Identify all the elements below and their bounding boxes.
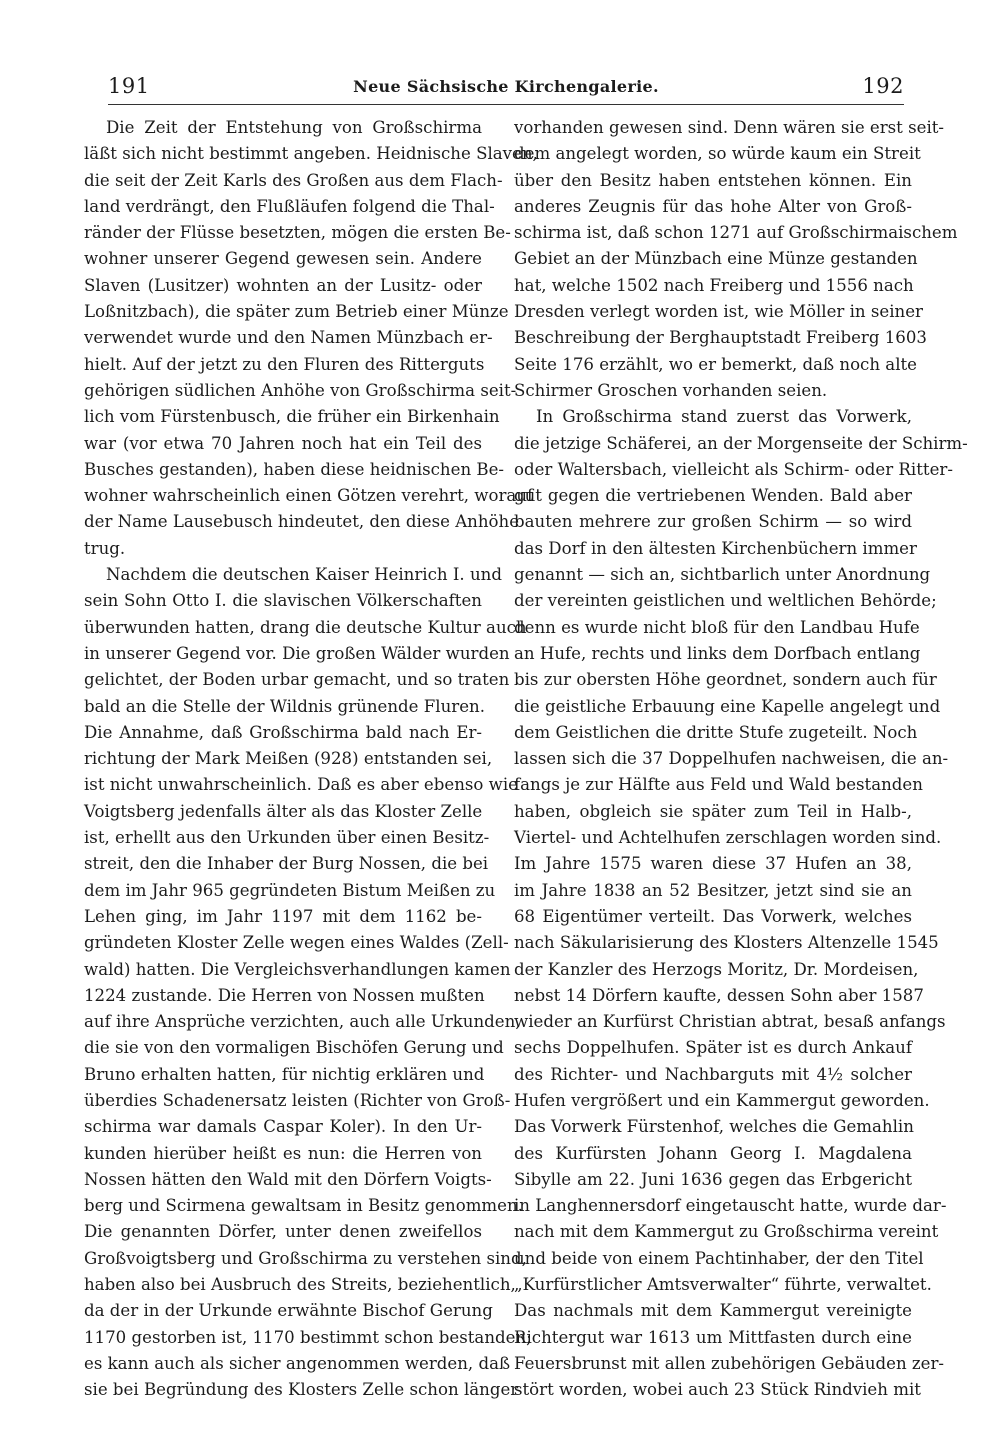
text-line: Richtergut war 1613 um Mittfasten durch eine	[514, 1327, 912, 1347]
text-line: berg und Scirmena gewaltsam in Besitz genommen.	[84, 1196, 523, 1216]
text-line: gelichtet, der Boden urbar gemacht, und so traten	[84, 670, 510, 690]
text-line: und beide von einem Pachtinhaber, der den Titel	[514, 1248, 924, 1268]
text-line: wieder an Kurfürst Christian abtrat, besaß anfangs	[514, 1012, 946, 1032]
text-line: die geistliche Erbauung eine Kapelle angelegt und	[514, 696, 941, 716]
text-line: auf ihre Ansprüche verzichten, auch alle Urkunden,	[84, 1012, 521, 1032]
text-line: dem im Jahr 965 gegründeten Bistum Meißen zu	[84, 880, 496, 900]
text-line: gründeten Kloster Zelle wegen eines Waldes (Zell-	[84, 933, 509, 953]
text-line: fangs je zur Hälfte aus Feld und Wald bestanden	[514, 775, 923, 795]
text-line: streit, den die Inhaber der Burg Nossen, die bei	[84, 854, 489, 874]
text-line: wohner unserer Gegend gewesen sein. Andere	[84, 249, 482, 269]
text-line: ist nicht unwahrscheinlich. Daß es aber ebenso wie	[84, 775, 518, 795]
text-line: Die Zeit der Entstehung von Großschirma	[106, 118, 482, 137]
text-line: genannt — sich an, sichtbarlich unter Anordnung	[514, 565, 931, 585]
text-line: im Jahre 1838 an 52 Besitzer, jetzt sind sie an	[514, 880, 912, 900]
text-line: oder Waltersbach, vielleicht als Schirm- oder Ritter-	[514, 459, 953, 479]
text-line: Feuersbrunst mit allen zubehörigen Gebäuden zer-	[514, 1353, 945, 1373]
text-line: über den Besitz haben entstehen können. Ein	[514, 170, 912, 190]
text-line: gut gegen die vertriebenen Wenden. Bald aber	[514, 486, 912, 506]
text-line: Nossen hätten den Wald mit den Dörfern Voigts-	[84, 1169, 492, 1189]
text-line: kunden hierüber heißt es nun: die Herren von	[84, 1143, 482, 1163]
text-line: Busches gestanden), haben diese heidnischen Be-	[84, 459, 505, 479]
text-line: 1170 gestorben ist, 1170 bestimmt schon bestanden;	[84, 1327, 532, 1347]
left-text-column	[84, 115, 538, 1404]
text-line: des Richter- und Nachbarguts mit 4½ solcher	[514, 1064, 912, 1084]
text-line: schirma war damals Caspar Koler). In den Ur-	[84, 1117, 482, 1137]
text-line: Im Jahre 1575 waren diese 37 Hufen an 38,	[514, 854, 912, 874]
text-line: Die genannten Dörfer, unter denen zweifellos	[84, 1222, 482, 1242]
text-line: bauten mehrere zur großen Schirm — so wird	[514, 512, 912, 532]
left-page-number: 191	[108, 74, 150, 98]
text-line: verwendet wurde und den Namen Münzbach er-	[84, 328, 493, 348]
text-line: wohner wahrscheinlich einen Götzen verehrt, worauf	[84, 486, 534, 506]
text-line: ränder der Flüsse besetzten, mögen die ersten Be-	[84, 223, 511, 243]
text-line: Loßnitzbach), die später zum Betrieb einer Münze	[84, 302, 509, 322]
text-line: In Großschirma stand zuerst das Vorwerk,	[536, 407, 912, 427]
text-line: Hufen vergrößert und ein Kammergut geworden.	[514, 1090, 930, 1110]
text-line: überdies Schadenersatz leisten (Richter von Groß-	[84, 1090, 511, 1110]
text-line: stört worden, wobei auch 23 Stück Rindvieh mit	[514, 1380, 921, 1400]
text-line: Seite 176 erzählt, wo er bemerkt, daß noch alte	[514, 354, 917, 374]
text-line: sie bei Begründung des Klosters Zelle schon länger	[84, 1380, 519, 1400]
text-line: der vereinten geistlichen und weltlichen Behörde;	[514, 591, 937, 611]
running-title: Neue Sächsische Kirchengalerie.	[353, 77, 659, 96]
text-line: Gebiet an der Münzbach eine Münze gestanden	[514, 249, 918, 269]
text-line: anderes Zeugnis für das hohe Alter von Groß-	[514, 196, 912, 216]
text-line: das Dorf in den ältesten Kirchenbüchern immer	[514, 538, 917, 558]
text-line: gehörigen südlichen Anhöhe von Großschirma seit-	[84, 380, 517, 400]
text-line: Das nachmals mit dem Kammergut vereinigte	[514, 1301, 912, 1321]
right-page-number: 192	[862, 74, 904, 98]
text-line: läßt sich nicht bestimmt angeben. Heidnische Slaven,	[84, 144, 538, 164]
text-line: in Langhennersdorf eingetauscht hatte, wurde dar-	[514, 1196, 947, 1216]
page-header	[108, 72, 904, 105]
text-line: wald) hatten. Die Vergleichsverhandlungen kamen	[84, 959, 511, 979]
text-line: haben, obgleich sie später zum Teil in Halb-,	[514, 801, 912, 821]
right-text-column	[514, 115, 968, 1404]
text-line: lich vom Fürstenbusch, die früher ein Birkenhain	[84, 407, 500, 427]
text-line: dem angelegt worden, so würde kaum ein Streit	[514, 144, 921, 164]
text-line: schirma ist, daß schon 1271 auf Großschirmaischem	[514, 223, 958, 243]
text-line: Dresden verlegt worden ist, wie Möller in seiner	[514, 302, 923, 322]
text-line: „Kurfürstlicher Amtsverwalter“ führte, verwaltet.	[514, 1275, 932, 1295]
text-line: haben also bei Ausbruch des Streits, beziehentlich,	[84, 1275, 516, 1295]
text-line: des Kurfürsten Johann Georg I. Magdalena	[514, 1143, 912, 1163]
text-line: an Hufe, rechts und links dem Dorfbach entlang	[514, 643, 921, 663]
text-line: Großvoigtsberg und Großschirma zu verstehen sind,	[84, 1248, 527, 1268]
text-line: bald an die Stelle der Wildnis grünende Fluren.	[84, 696, 485, 716]
text-line: richtung der Mark Meißen (928) entstanden sei,	[84, 749, 493, 769]
text-line: Beschreibung der Berghauptstadt Freiberg 1603	[514, 328, 927, 348]
text-line: da der in der Urkunde erwähnte Bischof Gerung	[84, 1301, 493, 1321]
text-line: es kann auch als sicher angenommen werden, daß	[84, 1353, 511, 1373]
text-line: nach mit dem Kammergut zu Großschirma vereint	[514, 1222, 939, 1242]
text-line: Die Annahme, daß Großschirma bald nach Er-	[84, 722, 482, 742]
text-line: Sibylle am 22. Juni 1636 gegen das Erbgericht	[514, 1169, 912, 1189]
text-line: die seit der Zeit Karls des Großen aus dem Flach-	[84, 170, 503, 190]
text-line: Lehen ging, im Jahr 1197 mit dem 1162 be-	[84, 906, 482, 926]
text-line: die sie von den vormaligen Bischöfen Gerung und	[84, 1038, 504, 1058]
text-line: lassen sich die 37 Doppelhufen nachweisen, die an-	[514, 749, 949, 769]
text-line: denn es wurde nicht bloß für den Landbau Hufe	[514, 617, 920, 637]
text-line: Voigtsberg jedenfalls älter als das Kloster Zelle	[84, 801, 483, 821]
text-line: Das Vorwerk Fürstenhof, welches die Gemahlin	[514, 1117, 914, 1137]
text-line: überwunden hatten, drang die deutsche Kultur auch	[84, 617, 527, 637]
text-line: Nachdem die deutschen Kaiser Heinrich I. und	[106, 565, 502, 585]
text-line: Schirmer Groschen vorhanden seien.	[514, 380, 828, 400]
text-line: hat, welche 1502 nach Freiberg und 1556 nach	[514, 275, 914, 295]
text-line: 68 Eigentümer verteilt. Das Vorwerk, welches	[514, 906, 912, 926]
text-line: in unserer Gegend vor. Die großen Wälder wurden	[84, 643, 510, 663]
text-line: der Kanzler des Herzogs Moritz, Dr. Mordeisen,	[514, 959, 919, 979]
text-line: land verdrängt, den Flußläufen folgend die Thal-	[84, 196, 495, 216]
text-line: die jetzige Schäferei, an der Morgenseite der Schirm-	[514, 433, 968, 453]
text-line: trug.	[84, 538, 126, 558]
text-line: 1224 zustande. Die Herren von Nossen mußten	[84, 985, 485, 1005]
text-line: sechs Doppelhufen. Später ist es durch Ankauf	[514, 1038, 912, 1058]
text-line: der Name Lausebusch hindeutet, den diese Anhöhe	[84, 512, 520, 532]
text-line: bis zur obersten Höhe geordnet, sondern auch für	[514, 670, 937, 690]
text-line: ist, erhellt aus den Urkunden über einen Besitz-	[84, 828, 490, 848]
text-line: dem Geistlichen die dritte Stufe zugeteilt. Noch	[514, 722, 918, 742]
text-line: nebst 14 Dörfern kaufte, dessen Sohn aber 1587	[514, 985, 924, 1005]
text-line: hielt. Auf der jetzt zu den Fluren des Ritterguts	[84, 354, 485, 374]
text-line: Slaven (Lusitzer) wohnten an der Lusitz- oder	[84, 275, 482, 295]
text-line: war (vor etwa 70 Jahren noch hat ein Teil des	[84, 433, 482, 453]
text-line: sein Sohn Otto I. die slavischen Völkerschaften	[84, 591, 482, 611]
text-line: nach Säkularisierung des Klosters Altenzelle 1545	[514, 933, 939, 953]
text-line: Viertel- und Achtelhufen zerschlagen worden sind.	[514, 828, 942, 848]
text-line: Bruno erhalten hatten, für nichtig erklären und	[84, 1064, 485, 1084]
text-line: vorhanden gewesen sind. Denn wären sie erst seit-	[514, 118, 945, 137]
